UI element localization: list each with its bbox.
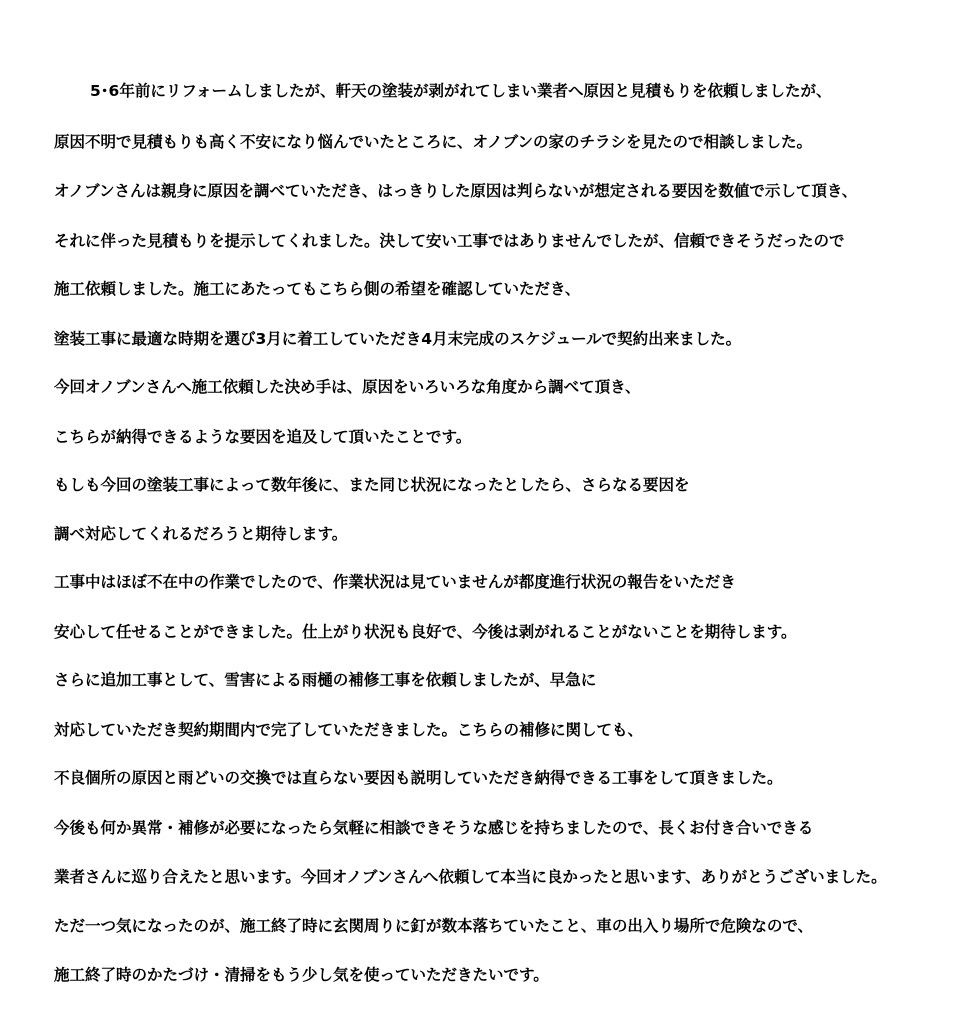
text-line: 対応していただき契約期間内で完了していただきました。こちらの補修に関しても、 [54,721,644,739]
text-line: 調べ対応してくれるだろうと期待します。 [54,525,348,543]
text-line: 塗装工事に最適な時期を選び3月に着工していただき4月末完成のスケジュールで契約出来ました。 [54,330,742,348]
text-line: 安心して任せることができました。仕上がり状況も良好で、今後は剥がれることがないことを期待します。 [54,623,797,641]
text-line: 5･6年前にリフォームしましたが、軒天の塗装が剥がれてしまい業者へ原因と見積もりを依頼しましたが、 [90,82,832,100]
text-line: 業者さんに巡り合えたと思います。今回オノブンさんへ依頼して本当に良かったと思います、ありがとうございました。 [54,868,887,886]
text-line: もしも今回の塗装工事によって数年後に、また同じ状況になったとしたら、さらなる要因を [54,476,690,494]
text-line: 工事中はほぼ不在中の作業でしたので、作業状況は見ていませんが都度進行状況の報告をいただき [54,573,736,591]
text-line: オノブンさんは親身に原因を調べていただき、はっきりした原因は判らないが想定される要因を数値で示して頂き、 [54,182,858,200]
text-line: 今回オノブンさんへ施工依頼した決め手は、原因をいろいろな角度から調べて頂き、 [54,378,641,396]
text-line: 施工依頼しました。施工にあたってもこちら側の希望を確認していただき、 [54,280,581,298]
text-line: 不良個所の原因と雨どいの交換では直らない要因も説明していただき納得できる工事をして頂きました。 [54,769,783,787]
text-line: 施工終了時のかたづけ・清掃をもう少し気を使っていただきたいです。 [54,966,549,984]
text-line: 今後も何か異常・補修が必要になったら気軽に相談できそうな感じを持ちましたので、長くお付き合いできる [54,819,814,837]
text-line: 原因不明で見積もりも高く不安になり悩んでいたところに、オノブンの家のチラシを見たので相談しました。 [54,133,812,151]
text-line: ただ一つ気になったのが、施工終了時に玄関周りに釘が数本落ちていたこと、車の出入り場所で危険なので、 [54,917,814,935]
text-line: それに伴った見積もりを提示してくれました。決して安い工事ではありませんでしたが、信頼できそうだったので [54,232,845,250]
text-line: こちらが納得できるような要因を追及して頂いたことです。 [54,428,472,446]
text-line: さらに追加工事として、雪害による雨樋の補修工事を依頼しましたが、早急に [54,671,597,689]
